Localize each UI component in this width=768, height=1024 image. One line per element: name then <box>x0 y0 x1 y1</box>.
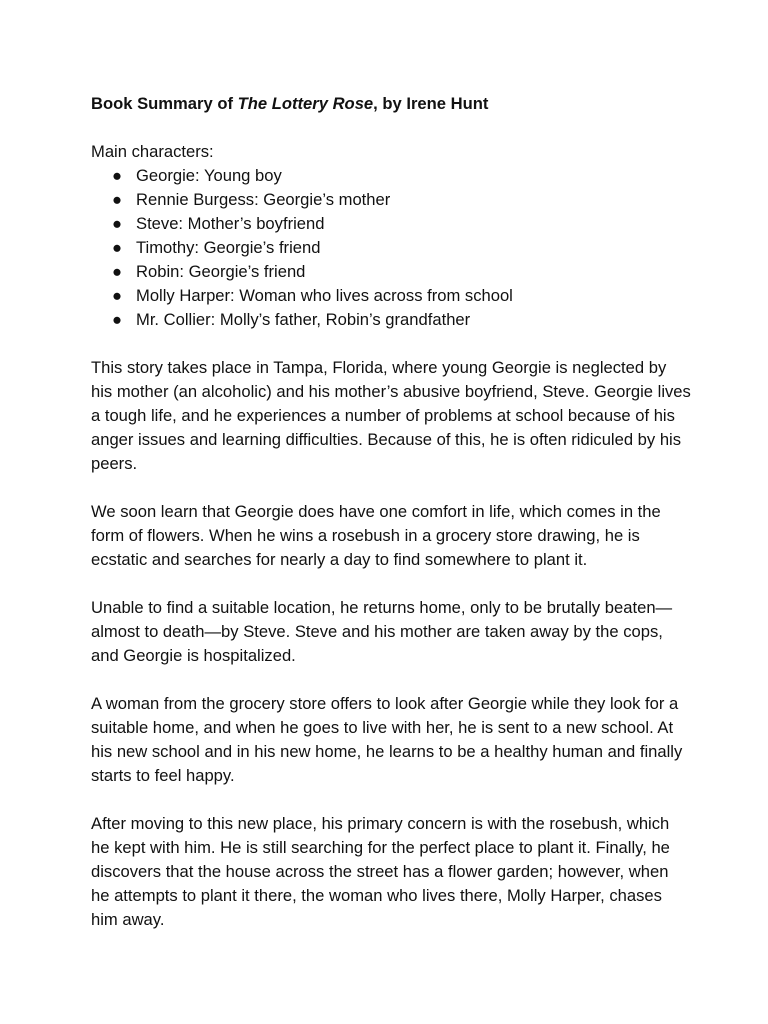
bullet-icon: ● <box>112 166 123 185</box>
character-entry: Georgie: Young boy <box>136 166 282 185</box>
list-item <box>91 308 691 332</box>
list-item <box>91 188 691 212</box>
paragraph-beating: Unable to find a suitable location, he returns home, only to be brutally beaten—almost to death—by Steve. Steve and his mother are taken away by the cops, and Georgie is hospitalized. <box>91 598 673 665</box>
bullet-icon: ● <box>112 238 123 257</box>
character-entry: Robin: Georgie’s friend <box>136 262 306 281</box>
bullet-icon: ● <box>112 214 123 233</box>
document-title <box>91 92 691 116</box>
paragraph-rosebush: We soon learn that Georgie does have one comfort in life, which comes in the form of flowers. When he wins a rosebush in a grocery store drawing, he is ecstatic and searches for nearly a day to find somewhere to plant it. <box>91 502 661 569</box>
list-item <box>91 164 691 188</box>
characters-heading: Main characters: <box>91 142 214 161</box>
paragraph-garden: After moving to this new place, his primary concern is with the rosebush, which he kept with him. He is still searching for the perfect place to plant it. Finally, he discovers that the house across the street has a flower garden; however, when he attempts to plant it there, the woman who lives there, Molly Harper, chases him away. <box>91 814 670 929</box>
paragraph-setting: This story takes place in Tampa, Florida, where young Georgie is neglected by his mother (an alcoholic) and his mother’s abusive boyfriend, Steve. Georgie lives a tough life, and he experiences a number of problems at school because of his anger issues and learning difficulties. Because of this, he is often ridiculed by his peers. <box>91 358 691 473</box>
character-entry: Molly Harper: Woman who lives across from school <box>136 286 513 305</box>
paragraph-new-home: A woman from the grocery store offers to look after Georgie while they look for a suitable home, and when he goes to live with her, he is sent to a new school. At his new school and in his new home, he learns to be a healthy human and finally starts to feel happy. <box>91 694 683 785</box>
document-page <box>91 92 691 932</box>
characters-list <box>91 164 691 332</box>
character-entry: Rennie Burgess: Georgie’s mother <box>136 190 391 209</box>
character-entry: Mr. Collier: Molly’s father, Robin’s grandfather <box>136 310 471 329</box>
list-item <box>91 260 691 284</box>
bullet-icon: ● <box>112 262 123 281</box>
bullet-icon: ● <box>112 190 123 209</box>
bullet-icon: ● <box>112 310 123 329</box>
list-item <box>91 236 691 260</box>
list-item <box>91 212 691 236</box>
bullet-icon: ● <box>112 286 123 305</box>
title-prefix: Book Summary of <box>91 94 238 113</box>
title-suffix: , by Irene Hunt <box>373 94 489 113</box>
character-entry: Steve: Mother’s boyfriend <box>136 214 325 233</box>
book-title: The Lottery Rose <box>237 94 374 113</box>
list-item <box>91 284 691 308</box>
character-entry: Timothy: Georgie’s friend <box>136 238 321 257</box>
